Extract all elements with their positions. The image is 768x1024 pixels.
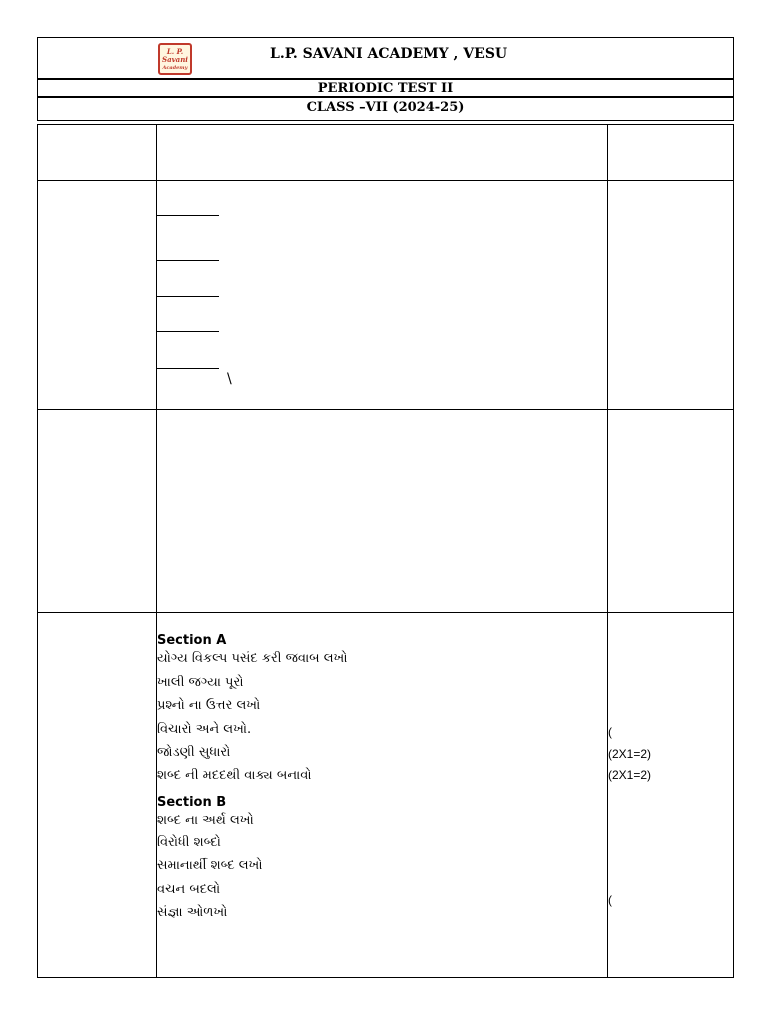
marks-label: ( xyxy=(608,725,612,739)
section-a-item: યોગ્ય વિકલ્પ પસંદ કરી જવાબ લખો xyxy=(157,651,348,666)
blank-line xyxy=(157,260,219,261)
column-divider-2 xyxy=(607,125,608,977)
header-title-box xyxy=(37,37,734,79)
section-b-item: શબ્દ ના અર્થ લખો xyxy=(157,813,254,828)
section-b-item: વિરોધી શબ્દો xyxy=(157,835,221,850)
blank-line xyxy=(157,331,219,332)
row-divider-3 xyxy=(38,612,733,613)
section-a-item: વિચારો અને લખો. xyxy=(157,722,252,737)
section-b-item: સમાનાર્થી શબ્દ લખો xyxy=(157,858,263,873)
marks-label: (2X1=2) xyxy=(608,768,652,782)
section-a-item: ખાલી જગ્યા પૂરો xyxy=(157,675,244,690)
row-divider-2 xyxy=(38,409,733,410)
blank-line xyxy=(157,296,219,297)
section-b-item: વચન બદલો xyxy=(157,882,221,897)
content-table xyxy=(37,124,734,978)
section-a-item: પ્રશ્નો ના ઉત્તર લખો xyxy=(157,698,261,713)
school-name: L.P. SAVANI ACADEMY , VESU xyxy=(270,46,508,62)
class-line: CLASS –VII (2024-25) xyxy=(37,97,734,121)
blank-line xyxy=(157,368,219,369)
section-b-title: Section B xyxy=(157,795,227,810)
stray-backslash: \ xyxy=(227,371,232,387)
section-b-item: સંજ્ઞા ઓળખો xyxy=(157,905,228,920)
blank-line xyxy=(157,215,219,216)
row-divider-1 xyxy=(38,180,733,181)
marks-label: (2X1=2) xyxy=(608,747,652,761)
marks-label: ( xyxy=(608,893,612,907)
test-name: PERIODIC TEST II xyxy=(37,79,734,97)
section-a-item: જોડણી સુધારો xyxy=(157,745,231,760)
section-a-title: Section A xyxy=(157,633,227,648)
section-a-item: શબ્દ ની મદદથી વાક્ય બનાવો xyxy=(157,768,312,783)
school-logo: L. P. Savani Academy xyxy=(158,43,192,75)
